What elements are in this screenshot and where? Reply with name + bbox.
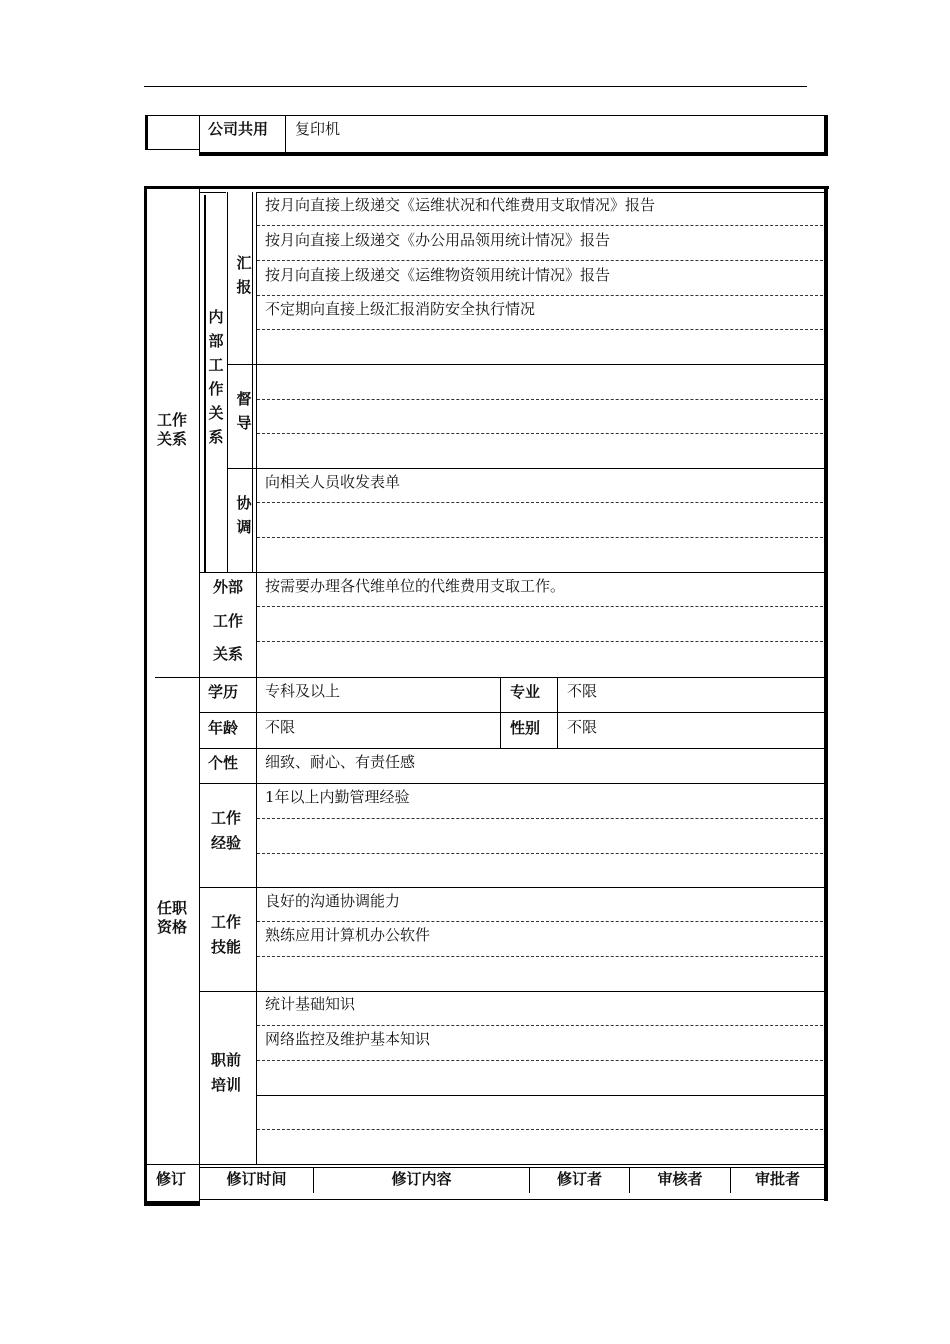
- top-table-divider-2: [285, 115, 286, 152]
- main-table-right-border: [824, 186, 828, 1201]
- report-row-3: 按月向直接上级递交《运维物资领用统计情况》报告: [265, 266, 611, 284]
- coordinate-row-1: 向相关人员收发表单: [265, 473, 401, 491]
- section-col-divider: [199, 189, 200, 1201]
- top-table-right-border: [824, 115, 828, 156]
- training-row-2: 网络监控及维护基本知识: [265, 1030, 431, 1048]
- revision-header-content: 修订内容: [391, 1170, 452, 1188]
- revision-title: 修订: [156, 1170, 187, 1188]
- education-value: 专科及以上: [265, 682, 341, 700]
- supervise-line-1: [257, 399, 823, 400]
- section-col-gap-top: [199, 192, 226, 193]
- main-table-top-border: [144, 186, 829, 189]
- report-line-2: [257, 260, 823, 261]
- age-label: 年龄: [208, 719, 239, 737]
- coordinate-line-1: [257, 502, 823, 503]
- training-row-1: 统计基础知识: [265, 995, 356, 1013]
- revision-header-reviser: 修订者: [556, 1170, 602, 1188]
- supervise-line-2: [257, 433, 823, 434]
- external-col-divider: [256, 572, 257, 677]
- personality-value: 细致、耐心、有责任感: [265, 753, 416, 771]
- skills-row-2: 熟练应用计算机办公软件: [265, 926, 431, 944]
- top-table-top-border: [145, 115, 826, 116]
- skills-line-2: [257, 956, 823, 957]
- internal-col-divider-b: [227, 192, 228, 572]
- main-table-bottom-border: [144, 1201, 200, 1206]
- external-line-1: [257, 606, 823, 607]
- header-rule: [144, 86, 807, 87]
- skills-line-1: [257, 921, 823, 922]
- work-relations-title: 工作关系: [156, 411, 187, 448]
- supervise-title: 督导: [236, 390, 252, 432]
- report-row-4: 不定期向直接上级汇报消防安全执行情况: [265, 300, 536, 318]
- report-top: [256, 192, 824, 193]
- main-table-left-border: [144, 186, 147, 1206]
- qual-row-2: [199, 748, 824, 749]
- report-line-4: [257, 329, 823, 330]
- training-line-4: [257, 1129, 823, 1130]
- major-label: 专业: [510, 683, 541, 701]
- revision-header-reviewer: 审核者: [657, 1170, 703, 1188]
- top-table-label: 公司共用: [208, 120, 269, 138]
- report-row-2: 按月向直接上级递交《办公用品领用统计情况》报告: [265, 231, 611, 249]
- experience-bottom: [199, 887, 824, 888]
- report-line-3: [257, 295, 823, 296]
- report-line-1: [257, 225, 823, 226]
- qualifications-title: 任职资格: [156, 899, 187, 936]
- report-title: 汇报: [236, 254, 252, 296]
- skills-bottom: [199, 991, 824, 992]
- external-title-line-1: 外部: [212, 578, 243, 596]
- top-table-value: 复印机: [295, 120, 341, 138]
- education-label: 学历: [208, 683, 239, 701]
- skills-row-1: 良好的沟通协调能力: [265, 892, 401, 910]
- top-table-left-border: [145, 115, 148, 150]
- training-line-1: [257, 1025, 823, 1026]
- internal-relations-title: 内部工作关系: [208, 308, 224, 446]
- training-line-2: [257, 1060, 823, 1061]
- training-line-3: [257, 1095, 824, 1096]
- external-row-1: 按需要办理各代维单位的代维费用支取工作。: [265, 577, 566, 595]
- external-line-2: [257, 641, 823, 642]
- revision-header-approver: 审批者: [754, 1170, 800, 1188]
- report-bottom: [227, 364, 824, 365]
- report-row-1: 按月向直接上级递交《运维状况和代维费用支取情况》报告: [265, 196, 656, 214]
- personality-label: 个性: [208, 754, 239, 772]
- experience-line-2: [257, 853, 823, 854]
- training-label: 职前培训: [210, 1051, 241, 1094]
- coordinate-line-2: [257, 537, 823, 538]
- experience-row-1: 1年以上内勤管理经验: [265, 788, 410, 806]
- top-table-left-bottom: [148, 149, 199, 150]
- internal-col-divider-c: [256, 192, 257, 572]
- experience-line-1: [257, 818, 823, 819]
- qual-row-3: [199, 783, 824, 784]
- gender-value: 不限: [567, 718, 598, 736]
- supervise-bottom: [227, 468, 824, 469]
- skills-label: 工作技能: [210, 913, 241, 956]
- top-table-bottom-border: [199, 152, 828, 156]
- coordinate-title: 协调: [236, 494, 252, 536]
- revision-header-time: 修订时间: [226, 1170, 287, 1188]
- internal-bottom: [199, 572, 824, 573]
- age-value: 不限: [265, 718, 296, 736]
- qualifications-bottom: [147, 1164, 824, 1165]
- top-table-divider-1: [199, 115, 200, 155]
- main-table-bottom-line: [199, 1199, 826, 1200]
- major-value: 不限: [567, 682, 598, 700]
- external-title-line-2: 工作: [212, 612, 243, 630]
- gender-label: 性别: [510, 719, 541, 737]
- external-title-line-3: 关系: [212, 645, 243, 663]
- qual-row-1: [199, 712, 824, 713]
- experience-label: 工作经验: [210, 809, 241, 852]
